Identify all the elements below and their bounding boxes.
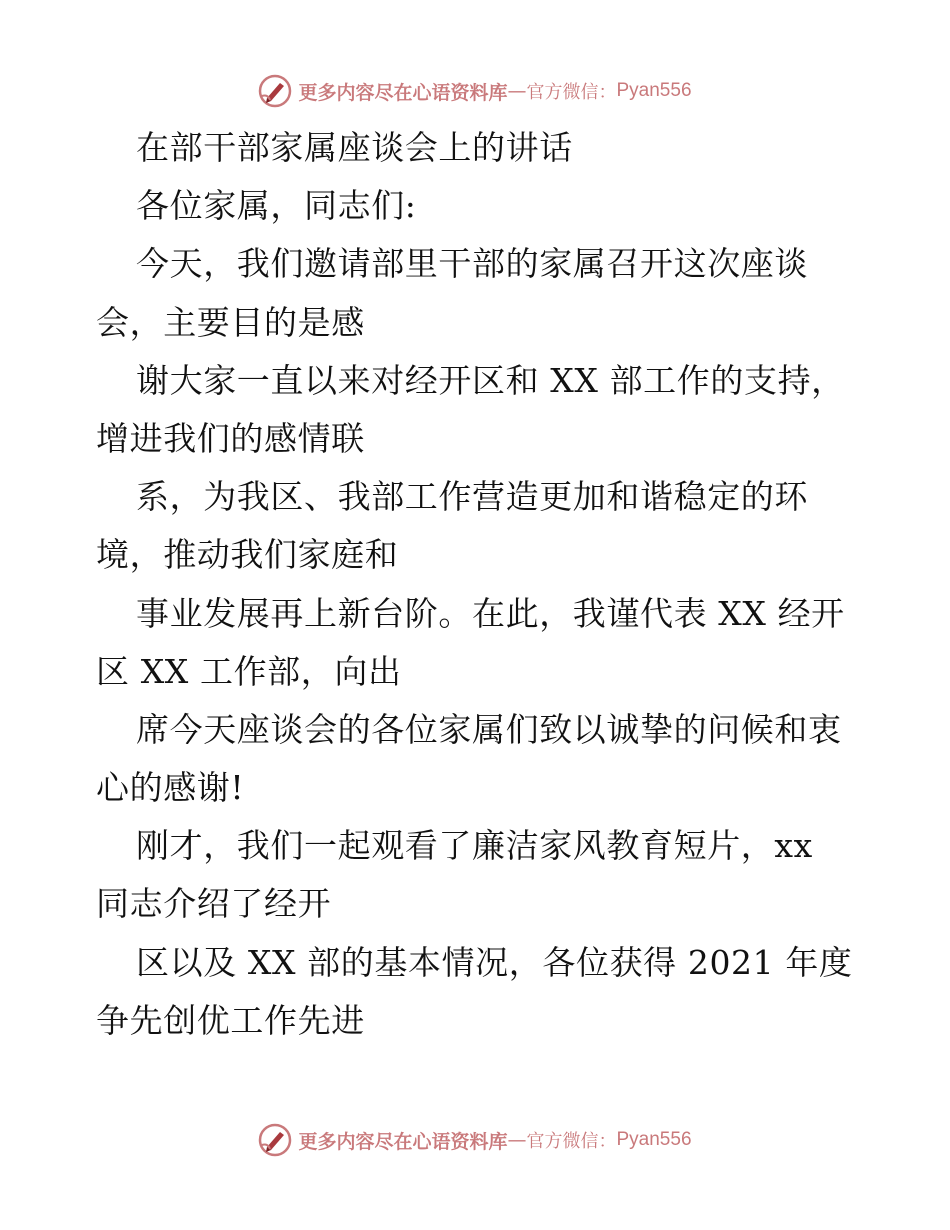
paragraph-line: 争先创优工作先进 [96,1000,365,1040]
banner-text: 更多内容尽在心语资料库 [298,1130,508,1153]
paragraph-line: 境，推动我们家庭和 [96,535,399,575]
paragraph-line: 席今天座谈会的各位家属们致以诚挚的问候和衷 [136,709,842,749]
banner-wechat-label: 官方微信： [526,82,617,103]
banner-text: 更多内容尽在心语资料库 [298,81,508,104]
pen-logo-icon [258,74,292,108]
paragraph-line: 事业发展再上新台阶。在此，我谨代表 XX 经开 [136,593,845,633]
paragraph-line: 系，为我区、我部工作营造更加和谐稳定的环 [136,477,808,517]
pen-logo-icon [258,1123,292,1157]
paragraph-line: 心的感谢! [96,768,245,808]
paragraph-line: 刚才，我们一起观看了廉洁家风教育短片，xx [136,826,813,866]
footer-banner [0,1118,950,1162]
banner-wechat-id: Pyan556 [616,80,692,101]
banner-separator: — [507,80,527,102]
paragraph-line: 增进我们的感情联 [96,418,365,458]
paragraph-line: 谢大家一直以来对经开区和 XX 部工作的支持， [136,360,845,400]
banner-wechat-id: Pyan556 [616,1129,692,1150]
paragraph-line: 同志介绍了经开 [96,884,332,924]
paragraph-line: 区 XX 工作部，向出 [96,651,402,691]
header-banner [0,69,950,113]
paragraph-line: 会，主要目的是感 [96,302,365,342]
salutation: 各位家属，同志们: [136,186,417,226]
paragraph-line: 区以及 XX 部的基本情况，各位获得 2021 年度 [136,942,853,982]
document-title: 在部干部家属座谈会上的讲话 [136,128,573,167]
document-body [96,119,856,1050]
banner-wechat-label: 官方微信： [526,1131,617,1152]
paragraph-line: 今天，我们邀请部里干部的家属召开这次座谈 [136,244,808,284]
banner-separator: — [507,1129,527,1151]
